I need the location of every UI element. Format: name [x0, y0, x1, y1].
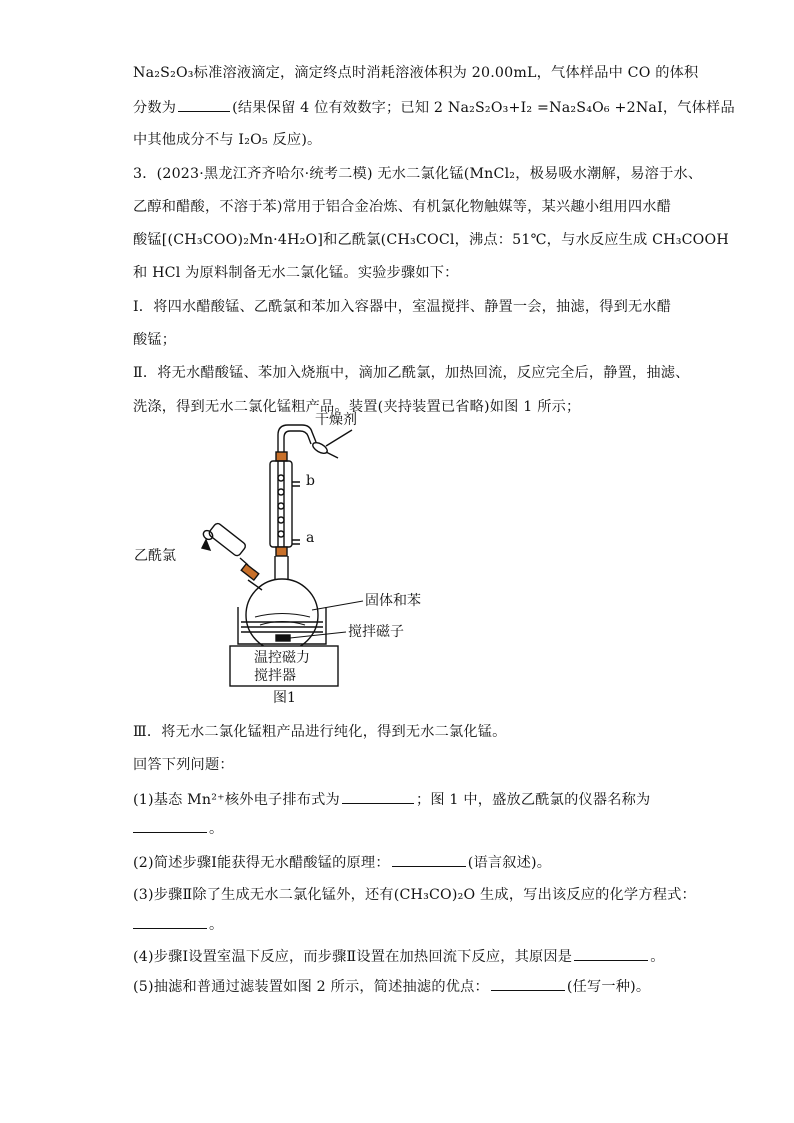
question-3-cont [133, 914, 223, 935]
answer-blank-co-fraction[interactable] [178, 97, 230, 112]
label-drying-agent: 干燥剂 [315, 412, 357, 428]
question-3-header: 3．(2023·黑龙江齐齐哈尔·统考二模) 无水二氯化锰(MnCl₂，极易吸水潮解，易溶于水、 [133, 166, 703, 182]
water-bath [238, 607, 326, 644]
label-b: b [306, 473, 315, 489]
answer-blank-q3[interactable] [133, 914, 207, 929]
step-1-text-cont: 酸锰； [133, 332, 177, 348]
answer-prompt: 回答下列问题： [133, 757, 234, 773]
text-line-3: 中其他成分不与 I₂O₅ 反应)。 [133, 132, 322, 148]
label-a: a [306, 530, 315, 546]
label-stirrer-line2: 搅拌器 [254, 668, 296, 684]
q1-period: 。 [209, 821, 224, 837]
question-5 [133, 976, 650, 997]
step-2-text: Ⅱ．将无水醋酸锰、苯加入烧瓶中，滴加乙酰氯，加热回流，反应完全后，静置，抽滤、 [133, 365, 690, 381]
label-acetyl-chloride: 乙酰氯 [134, 548, 176, 564]
q1-text-2: ；图 1 中，盛放乙酰氯的仪器名称为 [415, 792, 651, 808]
answer-blank-q1-config[interactable] [342, 789, 414, 804]
q4-text: (4)步骤Ⅰ设置室温下反应，而步骤Ⅱ设置在加热回流下反应，其原因是 [133, 949, 573, 965]
q2-text: (2)简述步骤Ⅰ能获得无水醋酸锰的原理： [133, 855, 390, 871]
text-line-2-rest: (结果保留 4 位有效数字；已知 2 Na₂S₂O₃+I₂ =Na₂S₄O₆ +2NaI，气体样品 [232, 100, 735, 116]
label-solid-benzene: 固体和苯 [365, 593, 421, 609]
question-1 [133, 789, 650, 810]
answer-blank-q2[interactable] [392, 852, 466, 867]
step-3-text: Ⅲ．将无水二氯化锰粗产品进行纯化，得到无水二氯化锰。 [133, 724, 507, 740]
figure-1-caption: 图1 [273, 690, 296, 706]
q1-text: (1)基态 Mn²⁺核外电子排布式为 [133, 792, 340, 808]
question-3: (3)步骤Ⅱ除了生成无水二氯化锰外，还有(CH₃CO)₂O 生成，写出该反应的化学方程式： [133, 887, 696, 903]
text-line-2 [133, 97, 735, 118]
text-line-6: 酸锰[(CH₃COO)₂Mn·4H₂O]和乙酰氯(CH₃COCl，沸点：51℃，与水反应生成 CH₃COOH [133, 232, 729, 248]
step-1-text: Ⅰ．将四水醋酸锰、乙酰氯和苯加入容器中，室温搅拌、静置一会，抽滤，得到无水醋 [133, 299, 672, 315]
figure-1-apparatus [120, 400, 540, 710]
text-line-5: 乙醇和醋酸，不溶于苯)常用于铝合金冶炼、有机氯化物触媒等，某兴趣小组用四水醋 [133, 199, 672, 215]
text-line-1: Na₂S₂O₃标准溶液滴定，滴定终点时消耗溶液体积为 20.00mL，气体样品中 CO 的体积 [133, 65, 699, 81]
condenser [270, 452, 300, 556]
text-fraction-label: 分数为 [133, 100, 177, 116]
step-2-text-cont: 洗涤，得到无水二氯化锰粗产品。装置(夹持装置已省略)如图 1 所示； [133, 399, 581, 415]
answer-blank-q5[interactable] [491, 976, 565, 991]
q5-text-2: (任写一种)。 [566, 979, 651, 995]
question-1-cont [133, 818, 223, 839]
dropping-funnel [202, 522, 259, 580]
label-stir-bar: 搅拌磁子 [348, 624, 404, 640]
q4-period: 。 [650, 949, 665, 965]
q5-text: (5)抽滤和普通过滤装置如图 2 所示，简述抽滤的优点： [133, 979, 489, 995]
question-2 [133, 852, 551, 873]
drying-tube [278, 425, 352, 458]
q3-period: 。 [209, 917, 224, 933]
text-line-7: 和 HCl 为原料制备无水二氯化锰。实验步骤如下： [133, 265, 459, 281]
label-stirrer-line1: 温控磁力 [254, 650, 310, 666]
q2-text-2: (语言叙述)。 [467, 855, 552, 871]
answer-blank-q4[interactable] [574, 946, 648, 961]
answer-blank-q1-instrument[interactable] [133, 818, 207, 833]
question-4 [133, 946, 665, 967]
